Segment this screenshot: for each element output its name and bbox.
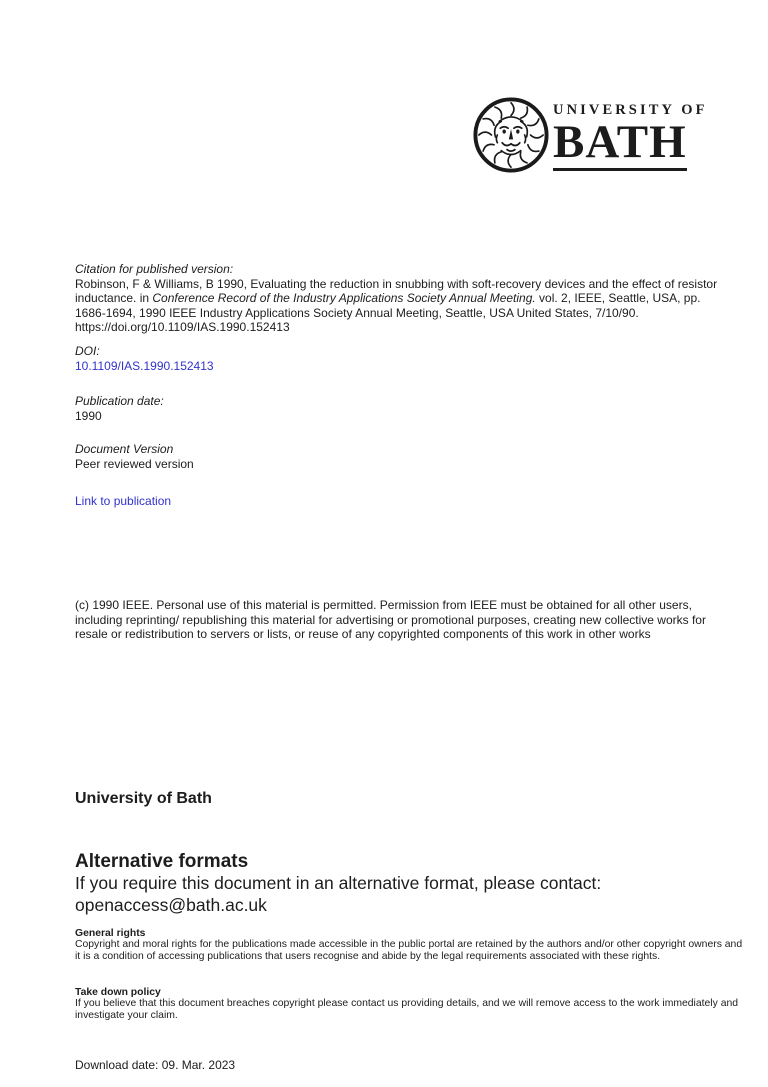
doi-label: DOI: (75, 344, 100, 358)
copyright-notice: (c) 1990 IEEE. Personal use of this material is permitted. Permission from IEEE must be obtained for all other users, including reprinting/ republishing this material for advertising or promotional purposes, creating new collective works for resale or redistribution to servers or lists, or reuse of any copyrighted components of this work in other works (75, 598, 706, 642)
bath-crest-icon (472, 96, 550, 174)
general-rights-heading: General rights (75, 928, 146, 939)
document-version-value: Peer reviewed version (75, 456, 194, 471)
citation-title-italic: Conference Record of the Industry Applications Society Annual Meeting. (152, 291, 536, 306)
citation-text-pre: Robinson, F & Williams, B 1990, Evaluating the reduction in snubbing with soft-recovery devices and the effect of resistor inductance. in (75, 276, 718, 306)
publication-date-value: 1990 (75, 408, 102, 423)
take-down-policy-heading: Take down policy (75, 987, 161, 998)
doi-section (75, 344, 727, 373)
logo-underline (553, 168, 687, 171)
alternative-formats-line: If you require this document in an alternative format, please contact: (75, 873, 602, 893)
download-date: Download date: 09. Mar. 2023 (75, 1058, 236, 1072)
link-to-publication-section (75, 494, 727, 509)
openaccess-email: openaccess@bath.ac.uk (75, 894, 267, 915)
logo-university-of: UNIVERSITY OF (553, 102, 708, 118)
alternative-formats-heading: Alternative formats (75, 851, 249, 872)
doi-link[interactable]: 10.1109/IAS.1990.152413 (75, 358, 214, 373)
take-down-policy-section (75, 987, 747, 1021)
document-version-label: Document Version (75, 442, 174, 456)
general-rights-section (75, 928, 747, 962)
bath-logo (472, 96, 708, 174)
document-version-section (75, 442, 727, 471)
citation-text-post: vol. 2, IEEE, Seattle, USA, pp. 1686-1694, 1990 IEEE Industry Applications Society Annual Meeting, Seattle, USA United States, 7/10/90. https://doi.org/10.1109/IAS.1990.152413 (75, 291, 701, 335)
university-of-bath-heading: University of Bath (75, 790, 212, 807)
alternative-formats-section (75, 851, 675, 916)
link-to-publication-link[interactable]: Link to publication (75, 494, 172, 508)
logo-bath: BATH (553, 116, 687, 168)
general-rights-body: Copyright and moral rights for the publications made accessible in the public portal are retained by the authors and/or other copyright owners and it is a condition of accessing publications that users recognise and abide by the legal requirements associated with these rights. (75, 939, 743, 962)
citation-text (75, 277, 727, 335)
logo-text (553, 96, 708, 171)
citation-section (75, 262, 727, 335)
publication-date-section (75, 394, 727, 423)
take-down-policy-body: If you believe that this document breaches copyright please contact us providing details, and we will remove access to the work immediately and investigate your claim. (75, 998, 739, 1021)
citation-label: Citation for published version: (75, 262, 234, 276)
publication-date-label: Publication date: (75, 394, 164, 408)
